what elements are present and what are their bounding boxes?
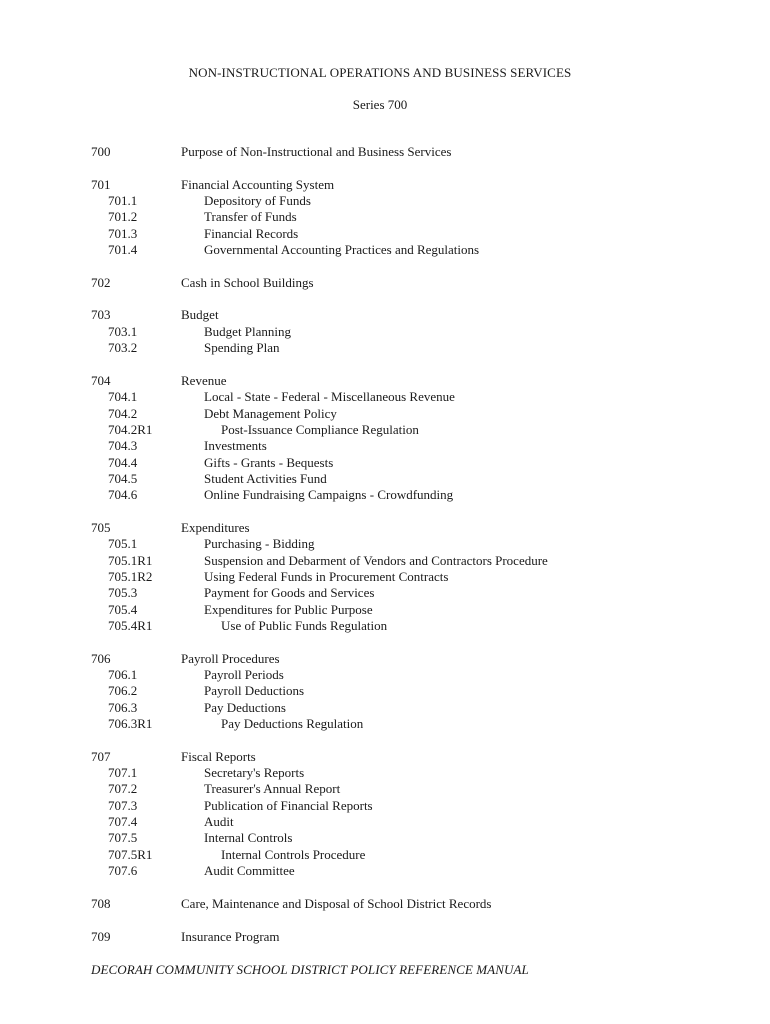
policy-number: 707.2 [108, 781, 138, 797]
policy-entry [91, 618, 731, 634]
policy-number: 702 [91, 274, 111, 290]
policy-entry [91, 209, 731, 225]
policy-entry [91, 553, 731, 569]
policy-entry [91, 406, 731, 422]
policy-entry [91, 569, 731, 585]
policy-table-of-contents [91, 144, 731, 945]
policy-number: 707.5 [108, 830, 138, 846]
policy-entry [91, 683, 731, 699]
manual-footer: DECORAH COMMUNITY SCHOOL DISTRICT POLICY REFERENCE MANUAL [91, 962, 529, 977]
policy-title: Budget [181, 307, 219, 323]
policy-entry [91, 324, 731, 340]
policy-title: Budget Planning [204, 323, 292, 339]
policy-title: Cash in School Buildings [181, 274, 314, 290]
policy-number: 706 [91, 650, 111, 666]
policy-entry [91, 307, 731, 323]
policy-number: 707.1 [108, 765, 138, 781]
policy-number: 705.4 [108, 601, 138, 617]
policy-number: 704.5 [108, 470, 138, 486]
policy-title: Financial Records [204, 225, 299, 241]
policy-number: 706.3 [108, 699, 138, 715]
policy-number: 704.1 [108, 389, 138, 405]
series-subtitle: Series 700 [352, 97, 408, 112]
policy-number: 706.3R1 [108, 716, 153, 732]
policy-title: Transfer of Funds [204, 209, 297, 225]
policy-title: Publication of Financial Reports [204, 797, 373, 813]
policy-entry [91, 487, 731, 503]
policy-title: Expenditures for Public Purpose [204, 601, 373, 617]
policy-title: Payroll Periods [204, 667, 284, 682]
policy-number: 704.6 [108, 487, 138, 503]
policy-entry [91, 193, 731, 209]
policy-entry [91, 847, 731, 863]
policy-entry [91, 798, 731, 814]
policy-entry [91, 863, 731, 879]
policy-number: 701.1 [108, 193, 138, 209]
policy-entry [91, 602, 731, 618]
policy-entry [91, 520, 731, 536]
policy-title: Payment for Goods and Services [204, 585, 375, 601]
policy-title: Use of Public Funds Regulation [221, 617, 388, 633]
policy-number: 709 [91, 928, 111, 944]
policy-entry [91, 455, 731, 471]
policy-entry [91, 700, 731, 716]
policy-entry [91, 438, 731, 454]
policy-title: Payroll Procedures [181, 650, 280, 666]
page-title: NON-INSTRUCTIONAL OPERATIONS AND BUSINESS SERVICES [188, 65, 572, 80]
policy-title: Payroll Deductions [204, 683, 305, 699]
policy-number: 701.3 [108, 225, 138, 241]
policy-number: 704.4 [108, 454, 138, 470]
policy-entry [91, 340, 731, 356]
policy-title: Revenue [181, 372, 227, 388]
policy-number: 707.5R1 [108, 846, 153, 862]
policy-title: Debt Management Policy [204, 405, 337, 421]
policy-entry [91, 373, 731, 389]
policy-entry [91, 749, 731, 765]
policy-entry [91, 830, 731, 846]
policy-title: Investments [204, 438, 267, 454]
policy-title: Audit [204, 814, 234, 830]
policy-title: Insurance Program [181, 928, 280, 944]
policy-entry [91, 814, 731, 830]
policy-title: Treasurer's Annual Report [204, 781, 341, 797]
policy-number: 707.4 [108, 814, 138, 830]
policy-title: Online Fundraising Campaigns - Crowdfunding [204, 487, 454, 503]
policy-title: Using Federal Funds in Procurement Contracts [204, 568, 449, 584]
policy-title: Pay Deductions [204, 699, 286, 715]
policy-entry [91, 275, 731, 291]
policy-entry [91, 226, 731, 242]
policy-number: 708 [91, 895, 111, 911]
policy-number: 706.1 [108, 667, 138, 682]
policy-number: 701.4 [108, 242, 138, 258]
policy-entry [91, 781, 731, 797]
policy-number: 705.4R1 [108, 617, 153, 633]
policy-number: 706.2 [108, 683, 138, 699]
policy-entry [91, 716, 731, 732]
policy-entry [91, 422, 731, 438]
policy-number: 704.2 [108, 405, 138, 421]
policy-entry [91, 177, 731, 193]
policy-title: Gifts - Grants - Bequests [204, 454, 334, 470]
policy-entry [91, 471, 731, 487]
policy-title: Audit Committee [204, 863, 295, 879]
policy-title: Internal Controls [204, 830, 293, 846]
policy-title: Secretary's Reports [204, 765, 305, 781]
policy-title: Suspension and Debarment of Vendors and Contractors Procedure [204, 552, 548, 568]
policy-entry [91, 242, 731, 258]
policy-title: Governmental Accounting Practices and Regulations [204, 242, 480, 258]
policy-number: 705 [91, 519, 111, 535]
policy-number: 705.1R2 [108, 568, 153, 584]
policy-title: Financial Accounting System [181, 176, 335, 192]
policy-number: 704 [91, 372, 111, 388]
policy-entry [91, 765, 731, 781]
policy-number: 704.2R1 [108, 421, 153, 437]
policy-number: 703.1 [108, 323, 138, 339]
policy-entry [91, 929, 731, 945]
policy-number: 700 [91, 144, 111, 159]
policy-title: Depository of Funds [204, 193, 311, 209]
policy-number: 705.3 [108, 585, 138, 601]
policy-number: 705.1R1 [108, 552, 153, 568]
policy-title: Purpose of Non-Instructional and Business Services [181, 144, 452, 159]
policy-number: 707.6 [108, 863, 138, 879]
policy-title: Fiscal Reports [181, 748, 256, 764]
policy-number: 707.3 [108, 797, 138, 813]
policy-number: 703 [91, 307, 111, 323]
policy-title: Expenditures [181, 519, 250, 535]
policy-number: 705.1 [108, 536, 138, 552]
policy-title: Purchasing - Bidding [204, 536, 315, 552]
policy-number: 703.2 [108, 340, 138, 356]
policy-title: Post-Issuance Compliance Regulation [221, 421, 419, 437]
policy-entry [91, 536, 731, 552]
policy-number: 707 [91, 748, 111, 764]
policy-entry [91, 389, 731, 405]
policy-entry [91, 667, 731, 683]
policy-title: Care, Maintenance and Disposal of School District Records [181, 895, 492, 911]
policy-title: Internal Controls Procedure [221, 846, 366, 862]
policy-entry [91, 585, 731, 601]
policy-entry [91, 144, 731, 160]
policy-number: 704.3 [108, 438, 138, 454]
policy-entry [91, 651, 731, 667]
policy-title: Local - State - Federal - Miscellaneous Revenue [204, 389, 455, 405]
policy-entry [91, 896, 731, 912]
policy-number: 701 [91, 176, 111, 192]
policy-title: Spending Plan [204, 340, 280, 356]
policy-number: 701.2 [108, 209, 138, 225]
policy-title: Student Activities Fund [204, 470, 327, 486]
policy-title: Pay Deductions Regulation [221, 716, 364, 732]
